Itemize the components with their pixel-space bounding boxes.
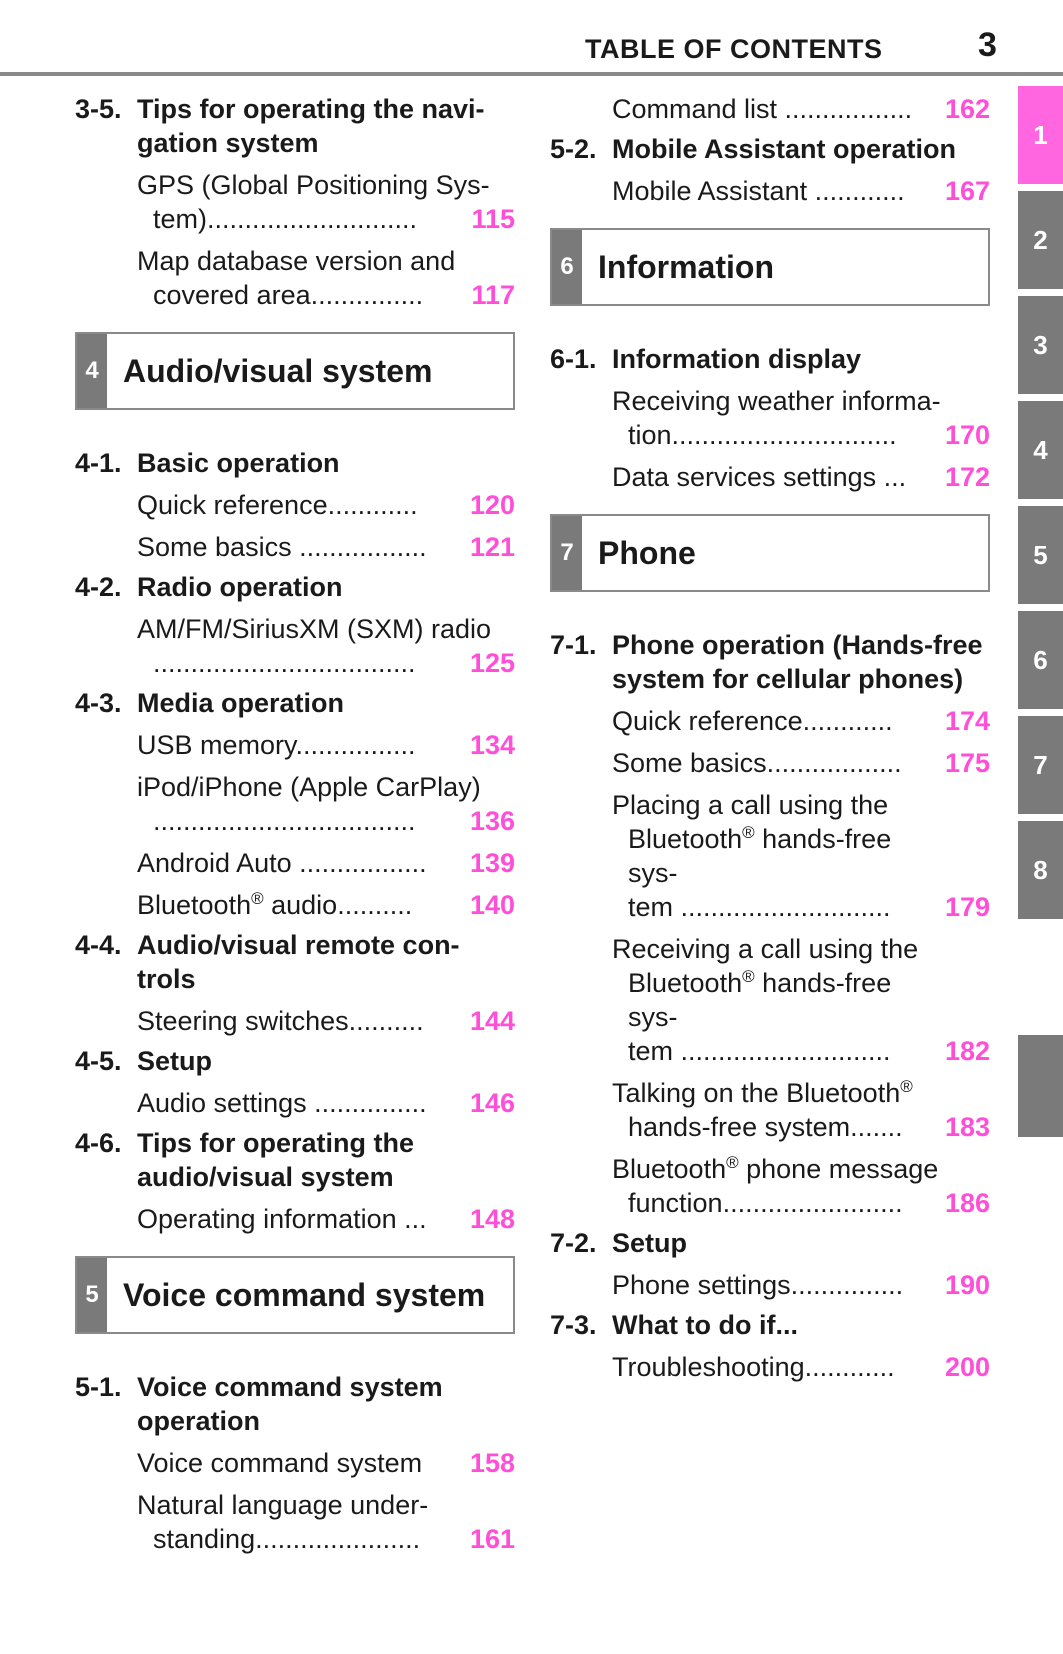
toc-entry-weather-information[interactable]	[550, 384, 990, 452]
leader-dots: ............	[804, 1352, 895, 1382]
entry-label: Operating information	[137, 1204, 397, 1234]
page-ref[interactable]: 174	[944, 706, 990, 736]
leader-dots: ...............	[306, 1088, 427, 1118]
page-number: 3	[978, 26, 997, 64]
page-ref[interactable]: 139	[469, 848, 515, 878]
leader-dots: ............	[802, 706, 893, 736]
subsection-title: Mobile Assistant operation	[612, 134, 957, 164]
entry-label-cont: tem	[628, 1036, 674, 1066]
leader-dots: ..........	[337, 890, 413, 920]
registered-mark: ®	[742, 967, 755, 986]
entry-label: Android Auto	[137, 848, 292, 878]
toc-subsection-7-3[interactable]	[550, 1308, 990, 1342]
subsection-title: Media operation	[137, 688, 345, 718]
page-ref[interactable]: 200	[944, 1352, 990, 1382]
entry-label-cont: tem	[628, 892, 674, 922]
entry-label: Some basics	[137, 532, 292, 562]
entry-label: Bluetooth	[137, 890, 252, 920]
entry-label-cont: Bluetooth	[628, 824, 743, 854]
toc-entry-phone-message[interactable]	[550, 1152, 990, 1220]
entry-label-cont: hands-free sys-	[628, 824, 892, 888]
entry-label: Audio settings	[137, 1088, 307, 1118]
subsection-title: What to do if...	[612, 1310, 798, 1340]
leader-dots: ...................................	[153, 806, 416, 836]
leader-dots: ........................	[722, 1188, 903, 1218]
entry-label-cont: hands-free sys-	[628, 968, 892, 1032]
entry-label-cont: covered area	[153, 280, 311, 310]
page-ref[interactable]: 186	[944, 1188, 990, 1218]
chapter-tab-7[interactable]: 7	[1018, 716, 1063, 814]
toc-entry-quick-reference[interactable]	[75, 488, 515, 522]
section-number: 6	[552, 230, 582, 304]
page-ref[interactable]: 125	[469, 648, 515, 678]
chapter-tab-4[interactable]: 4	[1018, 401, 1063, 499]
subsection-number: 4-5.	[75, 1046, 122, 1076]
entry-label: USB memory	[137, 730, 296, 760]
section-title: Voice command system	[123, 1276, 486, 1313]
entry-label: Bluetooth	[612, 1154, 727, 1184]
page-ref[interactable]: 183	[944, 1112, 990, 1142]
entry-label: Data services settings	[612, 462, 877, 492]
subsection-number: 4-3.	[75, 688, 122, 718]
page-ref[interactable]: 170	[944, 420, 990, 450]
chapter-tab-3[interactable]: 3	[1018, 296, 1063, 394]
leader-dots: ..........	[348, 1006, 424, 1036]
chapter-tab-8[interactable]: 8	[1018, 821, 1063, 919]
page-ref[interactable]: 121	[469, 532, 515, 562]
section-header-phone[interactable]	[550, 514, 990, 592]
section-title: Information	[598, 248, 774, 285]
leader-dots: .................	[291, 532, 427, 562]
leader-dots: .................	[291, 848, 427, 878]
toc-entry-steering-switches[interactable]	[75, 1004, 515, 1038]
toc-entry-phone-some-basics[interactable]	[550, 746, 990, 780]
toc-entry-audio-settings[interactable]	[75, 1086, 515, 1120]
subsection-title: Tips for operating the audio/visual system	[137, 1128, 415, 1192]
page-ref[interactable]: 134	[469, 730, 515, 760]
toc-entry-voice-command-system[interactable]	[75, 1446, 515, 1480]
toc-entry-phone-quick-reference[interactable]	[550, 704, 990, 738]
leader-dots: ............	[807, 176, 905, 206]
toc-subsection-4-5[interactable]	[75, 1044, 515, 1078]
entry-label-cont: standing	[153, 1524, 256, 1554]
subsection-title: Setup	[137, 1046, 213, 1076]
entry-label: Steering switches	[137, 1006, 349, 1036]
page-ref[interactable]: 175	[944, 748, 990, 778]
toc-entry-some-basics[interactable]	[75, 530, 515, 564]
entry-label: Troubleshooting	[612, 1352, 805, 1382]
subsection-title: Phone operation (Hands-free system for cellular phones)	[612, 630, 983, 694]
toc-subsection-6-1[interactable]	[550, 342, 990, 376]
entry-label: AM/FM/SiriusXM (SXM) radio	[137, 614, 492, 644]
subsection-number: 4-2.	[75, 572, 122, 602]
header-divider	[0, 72, 1063, 76]
subsection-number: 7-1.	[550, 630, 597, 660]
entry-label-cont: Bluetooth	[628, 968, 743, 998]
subsection-title: Setup	[612, 1228, 688, 1258]
entry-label-cont: function	[628, 1188, 723, 1218]
entry-label-cont: hands-free system	[628, 1112, 851, 1142]
section-title: Audio/visual system	[123, 352, 433, 389]
toc-entry-usb-memory[interactable]	[75, 728, 515, 762]
leader-dots: ............................	[673, 892, 891, 922]
toc-entry-phone-settings[interactable]	[550, 1268, 990, 1302]
subsection-title: Tips for operating the navi-gation system	[137, 94, 485, 158]
subsection-number: 5-1.	[75, 1372, 122, 1402]
toc-entry-operating-information[interactable]	[75, 1202, 515, 1236]
page-header-title: TABLE OF CONTENTS	[585, 34, 883, 64]
leader-dots: ................	[295, 730, 416, 760]
subsection-number: 7-3.	[550, 1310, 597, 1340]
section-number: 5	[77, 1258, 107, 1332]
chapter-tabs	[1018, 86, 1063, 926]
toc-entry-troubleshooting[interactable]	[550, 1350, 990, 1384]
page-ref[interactable]: 167	[944, 176, 990, 206]
entry-label: Some basics	[612, 748, 767, 778]
toc-entry-receiving-call[interactable]	[550, 932, 990, 1068]
entry-label: Voice command system	[137, 1448, 423, 1478]
subsection-title: Radio operation	[137, 572, 343, 602]
leader-dots: ............................	[673, 1036, 891, 1066]
entry-label-cont: phone message	[738, 1154, 939, 1184]
subsection-title: Voice command system operation	[137, 1372, 443, 1436]
page-ref[interactable]: 115	[471, 204, 515, 234]
entry-label-cont: tem)	[153, 204, 207, 234]
page-ref[interactable]: 158	[469, 1448, 515, 1478]
page-ref[interactable]: 182	[944, 1036, 990, 1066]
registered-mark: ®	[742, 823, 755, 842]
registered-mark: ®	[251, 889, 264, 908]
entry-label-cont: tion	[628, 420, 672, 450]
entry-label: Command list	[612, 94, 778, 124]
entry-label: Phone settings	[612, 1270, 791, 1300]
toc-entry-command-list[interactable]	[550, 92, 990, 126]
subsection-number: 4-6.	[75, 1128, 122, 1158]
page-ref[interactable]: 179	[944, 892, 990, 922]
page-ref[interactable]: 140	[469, 890, 515, 920]
chapter-tab-1[interactable]: 1	[1018, 86, 1063, 184]
subsection-number: 3-5.	[75, 94, 122, 124]
index-tab[interactable]	[1018, 1035, 1063, 1137]
toc-entry-natural-language[interactable]	[75, 1488, 515, 1556]
entry-label: Receiving a call using the	[612, 934, 919, 964]
toc-right-column	[550, 86, 990, 1384]
subsection-number: 5-2.	[550, 134, 597, 164]
entry-label: Mobile Assistant	[612, 176, 808, 206]
toc-entry-ipod-iphone[interactable]	[75, 770, 515, 838]
subsection-title: Audio/visual remote con-trols	[137, 930, 460, 994]
entry-label: Talking on the Bluetooth	[612, 1078, 901, 1108]
page-ref[interactable]: 120	[469, 490, 515, 520]
subsection-title: Information display	[612, 344, 862, 374]
page-ref[interactable]: 148	[469, 1204, 515, 1234]
toc-subsection-3-5[interactable]	[75, 92, 515, 160]
page-ref[interactable]: 117	[471, 280, 515, 310]
toc-entry-android-auto[interactable]	[75, 846, 515, 880]
leader-dots: ...	[876, 462, 907, 492]
page-ref[interactable]: 136	[469, 806, 515, 836]
page-ref[interactable]: 190	[944, 1270, 990, 1300]
section-header-audio-visual[interactable]	[75, 332, 515, 410]
leader-dots: .......	[850, 1112, 903, 1142]
section-title: Phone	[598, 534, 696, 571]
page-ref[interactable]: 172	[944, 462, 990, 492]
toc-subsection-4-3[interactable]	[75, 686, 515, 720]
toc-entry-map-database[interactable]	[75, 244, 515, 312]
leader-dots: ...	[396, 1204, 427, 1234]
subsection-number: 4-4.	[75, 930, 122, 960]
toc-subsection-4-4[interactable]	[75, 928, 515, 996]
section-header-information[interactable]	[550, 228, 990, 306]
toc-entry-talking-on-bluetooth[interactable]	[550, 1076, 990, 1144]
toc-subsection-4-6[interactable]	[75, 1126, 515, 1194]
leader-dots: ............................	[207, 204, 418, 234]
registered-mark: ®	[900, 1077, 913, 1096]
toc-entry-bluetooth-audio[interactable]	[75, 888, 515, 922]
leader-dots: ..................	[766, 748, 902, 778]
entry-label-cont: audio	[263, 890, 338, 920]
leader-dots: ...............	[310, 280, 424, 310]
subsection-title: Basic operation	[137, 448, 340, 478]
page-ref[interactable]: 161	[469, 1524, 515, 1554]
leader-dots: ..............................	[671, 420, 897, 450]
toc-subsection-7-2[interactable]	[550, 1226, 990, 1260]
section-header-voice-command[interactable]	[75, 1256, 515, 1334]
toc-entry-data-services[interactable]	[550, 460, 990, 494]
section-number: 4	[77, 334, 107, 408]
subsection-number: 6-1.	[550, 344, 597, 374]
leader-dots: ...............	[790, 1270, 904, 1300]
toc-subsection-7-1[interactable]	[550, 628, 990, 696]
toc-left-column	[75, 86, 515, 1556]
leader-dots: ......................	[255, 1524, 421, 1554]
toc-subsection-4-1[interactable]	[75, 446, 515, 480]
toc-entry-radio[interactable]	[75, 612, 515, 680]
leader-dots: ............	[327, 490, 418, 520]
entry-label: iPod/iPhone (Apple CarPlay)	[137, 772, 481, 802]
toc-entry-placing-call[interactable]	[550, 788, 990, 924]
chapter-tab-2[interactable]: 2	[1018, 191, 1063, 289]
entry-label: Quick reference	[137, 490, 328, 520]
entry-label: Quick reference	[612, 706, 803, 736]
entry-label: GPS (Global Positioning Sys-	[137, 170, 490, 200]
chapter-tab-6[interactable]: 6	[1018, 611, 1063, 709]
toc-subsection-4-2[interactable]	[75, 570, 515, 604]
entry-label: Receiving weather informa-	[612, 386, 941, 416]
subsection-number: 4-1.	[75, 448, 122, 478]
chapter-tab-5[interactable]: 5	[1018, 506, 1063, 604]
toc-entry-mobile-assistant[interactable]	[550, 174, 990, 208]
page-ref[interactable]: 162	[944, 94, 990, 124]
entry-label: Map database version and	[137, 246, 456, 276]
leader-dots: ...................................	[153, 648, 416, 678]
entry-label: Natural language under-	[137, 1490, 429, 1520]
entry-label: Placing a call using the	[612, 790, 889, 820]
page-ref[interactable]: 144	[469, 1006, 515, 1036]
toc-entry-gps[interactable]	[75, 168, 515, 236]
section-number: 7	[552, 516, 582, 590]
toc-subsection-5-1[interactable]	[75, 1370, 515, 1438]
subsection-number: 7-2.	[550, 1228, 597, 1258]
leader-dots: .................	[777, 94, 913, 124]
toc-subsection-5-2[interactable]	[550, 132, 990, 166]
registered-mark: ®	[726, 1153, 739, 1172]
page-ref[interactable]: 146	[469, 1088, 515, 1118]
